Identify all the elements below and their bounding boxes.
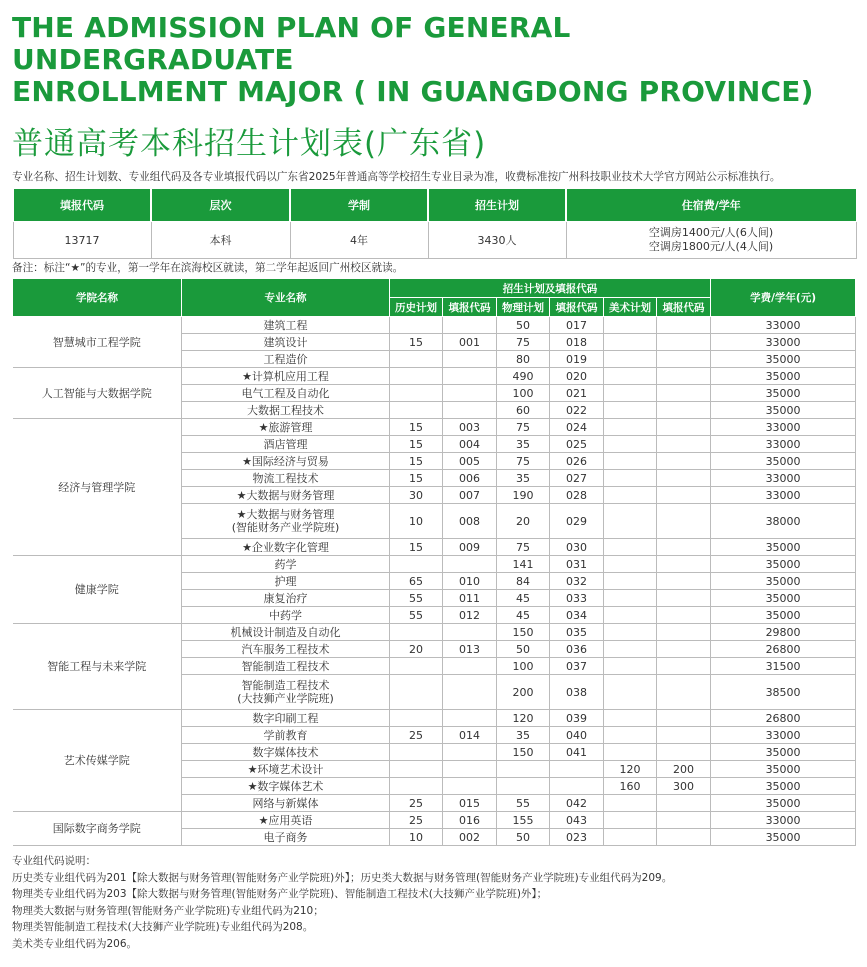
physics-code: 018 bbox=[550, 334, 604, 351]
physics-code: 020 bbox=[550, 368, 604, 385]
major-table-body bbox=[13, 317, 856, 846]
art-plan bbox=[604, 658, 657, 675]
physics-code: 032 bbox=[550, 573, 604, 590]
major-name: 建筑工程 bbox=[182, 317, 390, 334]
art-code bbox=[657, 351, 711, 368]
summary-header-cell: 学制 bbox=[290, 189, 428, 222]
history-plan bbox=[390, 368, 443, 385]
history-plan bbox=[390, 351, 443, 368]
history-plan: 55 bbox=[390, 607, 443, 624]
major-name: 数字媒体技术 bbox=[182, 744, 390, 761]
history-plan: 30 bbox=[390, 487, 443, 504]
physics-plan bbox=[497, 761, 550, 778]
tuition-fee: 35000 bbox=[711, 453, 856, 470]
physics-plan: 150 bbox=[497, 624, 550, 641]
summary-header-cell: 填报代码 bbox=[13, 189, 151, 222]
history-plan bbox=[390, 778, 443, 795]
group-code-line: 专业组代码说明： bbox=[12, 855, 96, 867]
physics-code: 038 bbox=[550, 675, 604, 710]
physics-plan: 35 bbox=[497, 727, 550, 744]
art-code bbox=[657, 556, 711, 573]
physics-code: 022 bbox=[550, 402, 604, 419]
total-plan: 3430人 bbox=[428, 222, 566, 259]
history-plan bbox=[390, 710, 443, 727]
history-code: 011 bbox=[443, 590, 497, 607]
art-code bbox=[657, 419, 711, 436]
college-name: 人工智能与大数据学院 bbox=[13, 368, 182, 419]
group-code-line: 物理类智能制造工程技术(大技狮产业学院班)专业组代码为208。 bbox=[12, 921, 314, 933]
art-code bbox=[657, 624, 711, 641]
college-name: 国际数字商务学院 bbox=[13, 812, 182, 846]
history-plan: 20 bbox=[390, 641, 443, 658]
summary-table bbox=[12, 188, 857, 259]
tuition-fee: 35000 bbox=[711, 590, 856, 607]
table-row bbox=[13, 812, 856, 829]
major-name: 数字印刷工程 bbox=[182, 710, 390, 727]
tuition-fee: 31500 bbox=[711, 658, 856, 675]
tuition-fee: 35000 bbox=[711, 778, 856, 795]
art-code: 300 bbox=[657, 778, 711, 795]
art-plan bbox=[604, 317, 657, 334]
major-name: ★企业数字化管理 bbox=[182, 539, 390, 556]
art-code: 200 bbox=[657, 761, 711, 778]
header-physics-plan: 物理计划 bbox=[497, 298, 550, 317]
art-code bbox=[657, 504, 711, 539]
tuition-fee: 35000 bbox=[711, 573, 856, 590]
tuition-fee: 35000 bbox=[711, 744, 856, 761]
physics-plan bbox=[497, 778, 550, 795]
tuition-fee: 29800 bbox=[711, 624, 856, 641]
art-code bbox=[657, 453, 711, 470]
physics-code: 040 bbox=[550, 727, 604, 744]
tuition-fee: 33000 bbox=[711, 334, 856, 351]
header-art-code: 填报代码 bbox=[657, 298, 711, 317]
major-name: 建筑设计 bbox=[182, 334, 390, 351]
english-title-line-2: ENROLLMENT MAJOR ( IN GUANGDONG PROVINCE) bbox=[12, 75, 814, 108]
history-code bbox=[443, 624, 497, 641]
header-college: 学院名称 bbox=[13, 279, 182, 317]
history-code: 010 bbox=[443, 573, 497, 590]
tuition-fee: 35000 bbox=[711, 368, 856, 385]
history-code: 014 bbox=[443, 727, 497, 744]
art-plan bbox=[604, 727, 657, 744]
art-code bbox=[657, 675, 711, 710]
history-plan: 25 bbox=[390, 812, 443, 829]
history-code: 004 bbox=[443, 436, 497, 453]
history-code: 009 bbox=[443, 539, 497, 556]
art-plan bbox=[604, 334, 657, 351]
header-art-plan: 美术计划 bbox=[604, 298, 657, 317]
art-plan bbox=[604, 470, 657, 487]
art-code bbox=[657, 317, 711, 334]
history-code bbox=[443, 744, 497, 761]
table-row bbox=[13, 368, 856, 385]
art-code bbox=[657, 487, 711, 504]
header-plan-group: 招生计划及填报代码 bbox=[390, 279, 711, 298]
physics-plan: 200 bbox=[497, 675, 550, 710]
history-code bbox=[443, 402, 497, 419]
history-plan bbox=[390, 385, 443, 402]
fee-line: 空调房1800元/人(4人间) bbox=[648, 240, 774, 253]
history-plan bbox=[390, 675, 443, 710]
major-header-row bbox=[13, 279, 856, 298]
major-name: 中药学 bbox=[182, 607, 390, 624]
history-plan bbox=[390, 402, 443, 419]
table-row bbox=[13, 419, 856, 436]
major-name-line: ★大数据与财务管理 bbox=[236, 508, 335, 521]
major-name: ★应用英语 bbox=[182, 812, 390, 829]
study-duration: 4年 bbox=[290, 222, 428, 259]
art-code bbox=[657, 829, 711, 846]
art-code bbox=[657, 334, 711, 351]
major-name: 工程造价 bbox=[182, 351, 390, 368]
physics-plan: 120 bbox=[497, 710, 550, 727]
physics-code: 029 bbox=[550, 504, 604, 539]
group-code-line: 历史类专业组代码为201【除大数据与财务管理(智能财务产业学院班)外】；历史类大数据与财务管理(智能财务产业学院班)专业组代码为209。 bbox=[12, 871, 673, 884]
history-plan: 65 bbox=[390, 573, 443, 590]
college-name: 智慧城市工程学院 bbox=[13, 317, 182, 368]
tuition-fee: 35000 bbox=[711, 795, 856, 812]
physics-code bbox=[550, 761, 604, 778]
english-title-line-1: THE ADMISSION PLAN OF GENERAL UNDERGRADUATE bbox=[12, 11, 571, 76]
history-plan: 10 bbox=[390, 504, 443, 539]
art-code bbox=[657, 658, 711, 675]
college-name: 健康学院 bbox=[13, 556, 182, 624]
art-code bbox=[657, 470, 711, 487]
art-plan bbox=[604, 504, 657, 539]
major-plan-table bbox=[12, 278, 856, 846]
tuition-fee: 35000 bbox=[711, 829, 856, 846]
major-name bbox=[182, 504, 390, 539]
physics-code: 024 bbox=[550, 419, 604, 436]
art-plan bbox=[604, 744, 657, 761]
physics-code: 023 bbox=[550, 829, 604, 846]
major-name: 护理 bbox=[182, 573, 390, 590]
art-code bbox=[657, 607, 711, 624]
art-plan bbox=[604, 710, 657, 727]
physics-plan: 35 bbox=[497, 436, 550, 453]
physics-code: 031 bbox=[550, 556, 604, 573]
summary-row bbox=[13, 222, 856, 259]
history-plan: 25 bbox=[390, 727, 443, 744]
tuition-fee: 35000 bbox=[711, 402, 856, 419]
history-code bbox=[443, 556, 497, 573]
header-history-plan: 历史计划 bbox=[390, 298, 443, 317]
table-row bbox=[13, 317, 856, 334]
art-code bbox=[657, 539, 711, 556]
major-name: 网络与新媒体 bbox=[182, 795, 390, 812]
physics-code: 019 bbox=[550, 351, 604, 368]
major-name: 药学 bbox=[182, 556, 390, 573]
history-code: 001 bbox=[443, 334, 497, 351]
history-plan bbox=[390, 556, 443, 573]
history-code: 003 bbox=[443, 419, 497, 436]
art-plan: 120 bbox=[604, 761, 657, 778]
physics-code: 028 bbox=[550, 487, 604, 504]
physics-plan: 60 bbox=[497, 402, 550, 419]
tuition-fee: 33000 bbox=[711, 317, 856, 334]
history-plan: 10 bbox=[390, 829, 443, 846]
group-code-notes bbox=[12, 853, 855, 952]
art-code bbox=[657, 402, 711, 419]
summary-header-row bbox=[13, 189, 856, 222]
tuition-fee: 33000 bbox=[711, 436, 856, 453]
history-code bbox=[443, 385, 497, 402]
physics-plan: 84 bbox=[497, 573, 550, 590]
art-plan bbox=[604, 641, 657, 658]
history-plan: 25 bbox=[390, 795, 443, 812]
major-name-line: 智能制造工程技术 bbox=[241, 679, 330, 692]
physics-plan: 20 bbox=[497, 504, 550, 539]
physics-plan: 50 bbox=[497, 829, 550, 846]
physics-plan: 80 bbox=[497, 351, 550, 368]
history-code bbox=[443, 658, 497, 675]
art-plan bbox=[604, 351, 657, 368]
table-row bbox=[13, 556, 856, 573]
fee-line: 空调房1400元/人(6人间) bbox=[648, 226, 774, 239]
art-code bbox=[657, 436, 711, 453]
history-code: 016 bbox=[443, 812, 497, 829]
major-name: 学前教育 bbox=[182, 727, 390, 744]
major-name: 机械设计制造及自动化 bbox=[182, 624, 390, 641]
history-code bbox=[443, 710, 497, 727]
physics-code: 041 bbox=[550, 744, 604, 761]
header-tuition: 学费/学年(元) bbox=[711, 279, 856, 317]
major-name-line: (智能财务产业学院班) bbox=[231, 521, 340, 534]
college-name: 艺术传媒学院 bbox=[13, 710, 182, 812]
physics-plan: 75 bbox=[497, 334, 550, 351]
physics-code: 039 bbox=[550, 710, 604, 727]
art-plan bbox=[604, 487, 657, 504]
physics-plan: 155 bbox=[497, 812, 550, 829]
major-name: 智能制造工程技术 bbox=[182, 658, 390, 675]
physics-plan: 55 bbox=[497, 795, 550, 812]
art-plan bbox=[604, 795, 657, 812]
history-plan bbox=[390, 317, 443, 334]
history-plan: 15 bbox=[390, 453, 443, 470]
history-plan: 15 bbox=[390, 419, 443, 436]
group-code-line: 美术类专业组代码为206。 bbox=[12, 937, 138, 950]
physics-plan: 45 bbox=[497, 590, 550, 607]
art-plan bbox=[604, 368, 657, 385]
history-code: 005 bbox=[443, 453, 497, 470]
history-code: 007 bbox=[443, 487, 497, 504]
physics-code: 027 bbox=[550, 470, 604, 487]
history-code: 015 bbox=[443, 795, 497, 812]
history-plan bbox=[390, 658, 443, 675]
major-name: 大数据工程技术 bbox=[182, 402, 390, 419]
major-name: ★环境艺术设计 bbox=[182, 761, 390, 778]
physics-code: 033 bbox=[550, 590, 604, 607]
physics-plan: 45 bbox=[497, 607, 550, 624]
art-code bbox=[657, 573, 711, 590]
summary-header-cell: 层次 bbox=[151, 189, 290, 222]
history-code: 008 bbox=[443, 504, 497, 539]
art-code bbox=[657, 727, 711, 744]
history-code: 012 bbox=[443, 607, 497, 624]
physics-plan: 490 bbox=[497, 368, 550, 385]
header-history-code: 填报代码 bbox=[443, 298, 497, 317]
art-plan bbox=[604, 419, 657, 436]
chinese-title: 普通高考本科招生计划表(广东省) bbox=[12, 126, 487, 162]
major-name: ★计算机应用工程 bbox=[182, 368, 390, 385]
history-plan: 15 bbox=[390, 436, 443, 453]
header-physics-code: 填报代码 bbox=[550, 298, 604, 317]
major-name: 康复治疗 bbox=[182, 590, 390, 607]
tuition-fee: 35000 bbox=[711, 539, 856, 556]
physics-plan: 190 bbox=[497, 487, 550, 504]
physics-plan: 50 bbox=[497, 641, 550, 658]
art-plan bbox=[604, 436, 657, 453]
art-code bbox=[657, 385, 711, 402]
history-plan bbox=[390, 761, 443, 778]
history-code: 013 bbox=[443, 641, 497, 658]
art-plan bbox=[604, 624, 657, 641]
history-plan bbox=[390, 624, 443, 641]
tuition-fee: 35000 bbox=[711, 351, 856, 368]
art-code bbox=[657, 710, 711, 727]
art-code bbox=[657, 795, 711, 812]
history-code: 002 bbox=[443, 829, 497, 846]
major-name: 电气工程及自动化 bbox=[182, 385, 390, 402]
art-code bbox=[657, 812, 711, 829]
major-name: ★大数据与财务管理 bbox=[182, 487, 390, 504]
group-code-line: 物理类专业组代码为203【除大数据与财务管理(智能财务产业学院班)、智能制造工程技术(大技狮产业学院班)外】； bbox=[12, 888, 548, 900]
physics-plan: 150 bbox=[497, 744, 550, 761]
history-plan: 15 bbox=[390, 539, 443, 556]
remark-note: 备注：标注“★”的专业，第一学年在滨海校区就读，第二学年起返回广州校区就读。 bbox=[12, 262, 404, 274]
art-code bbox=[657, 590, 711, 607]
art-plan bbox=[604, 385, 657, 402]
physics-plan: 35 bbox=[497, 470, 550, 487]
history-plan: 15 bbox=[390, 470, 443, 487]
physics-code: 021 bbox=[550, 385, 604, 402]
history-code bbox=[443, 778, 497, 795]
tuition-fee: 33000 bbox=[711, 470, 856, 487]
physics-code: 034 bbox=[550, 607, 604, 624]
art-plan bbox=[604, 402, 657, 419]
history-code bbox=[443, 761, 497, 778]
table-row bbox=[13, 624, 856, 641]
physics-code: 036 bbox=[550, 641, 604, 658]
art-plan bbox=[604, 539, 657, 556]
accommodation-fee bbox=[566, 222, 856, 259]
table-row bbox=[13, 710, 856, 727]
history-code bbox=[443, 675, 497, 710]
summary-header-cell: 招生计划 bbox=[428, 189, 566, 222]
physics-plan: 100 bbox=[497, 385, 550, 402]
physics-code: 025 bbox=[550, 436, 604, 453]
college-name: 智能工程与未来学院 bbox=[13, 624, 182, 710]
physics-code: 035 bbox=[550, 624, 604, 641]
art-code bbox=[657, 744, 711, 761]
tuition-fee: 35000 bbox=[711, 607, 856, 624]
physics-code bbox=[550, 778, 604, 795]
physics-code: 037 bbox=[550, 658, 604, 675]
physics-plan: 50 bbox=[497, 317, 550, 334]
art-code bbox=[657, 641, 711, 658]
tuition-fee: 35000 bbox=[711, 385, 856, 402]
tuition-fee: 35000 bbox=[711, 761, 856, 778]
tuition-fee: 26800 bbox=[711, 641, 856, 658]
major-name: ★国际经济与贸易 bbox=[182, 453, 390, 470]
history-code: 006 bbox=[443, 470, 497, 487]
art-plan: 160 bbox=[604, 778, 657, 795]
english-title bbox=[12, 12, 855, 108]
summary-header-cell: 住宿费/学年 bbox=[566, 189, 856, 222]
art-plan bbox=[604, 573, 657, 590]
major-name: 物流工程技术 bbox=[182, 470, 390, 487]
physics-code: 030 bbox=[550, 539, 604, 556]
major-name: ★数字媒体艺术 bbox=[182, 778, 390, 795]
tuition-fee: 26800 bbox=[711, 710, 856, 727]
school-code: 13717 bbox=[13, 222, 151, 259]
art-plan bbox=[604, 675, 657, 710]
physics-plan: 75 bbox=[497, 453, 550, 470]
history-plan: 55 bbox=[390, 590, 443, 607]
physics-code: 026 bbox=[550, 453, 604, 470]
tuition-fee: 38500 bbox=[711, 675, 856, 710]
tuition-fee: 33000 bbox=[711, 727, 856, 744]
history-code bbox=[443, 351, 497, 368]
header-major: 专业名称 bbox=[182, 279, 390, 317]
art-plan bbox=[604, 590, 657, 607]
major-name: 电子商务 bbox=[182, 829, 390, 846]
art-plan bbox=[604, 812, 657, 829]
physics-plan: 100 bbox=[497, 658, 550, 675]
history-plan: 15 bbox=[390, 334, 443, 351]
tuition-fee: 38000 bbox=[711, 504, 856, 539]
history-code bbox=[443, 368, 497, 385]
physics-code: 042 bbox=[550, 795, 604, 812]
major-name: 酒店管理 bbox=[182, 436, 390, 453]
physics-plan: 75 bbox=[497, 419, 550, 436]
art-plan bbox=[604, 453, 657, 470]
tuition-fee: 33000 bbox=[711, 812, 856, 829]
art-plan bbox=[604, 607, 657, 624]
history-code bbox=[443, 317, 497, 334]
tuition-fee: 33000 bbox=[711, 419, 856, 436]
group-code-line: 物理类大数据与财务管理(智能财务产业学院班)专业组代码为210； bbox=[12, 904, 324, 917]
art-plan bbox=[604, 829, 657, 846]
physics-plan: 75 bbox=[497, 539, 550, 556]
physics-code: 017 bbox=[550, 317, 604, 334]
physics-code: 043 bbox=[550, 812, 604, 829]
intro-text: 专业名称、招生计划数、专业组代码及各专业填报代码以广东省2025年普通高等学校招生专业目录为准，收费标准按广州科技职业技术大学官方网站公示标准执行。 bbox=[12, 171, 781, 183]
tuition-fee: 33000 bbox=[711, 487, 856, 504]
college-name: 经济与管理学院 bbox=[13, 419, 182, 556]
art-code bbox=[657, 368, 711, 385]
education-level: 本科 bbox=[151, 222, 290, 259]
history-plan bbox=[390, 744, 443, 761]
major-name-line: (大技狮产业学院班) bbox=[237, 692, 334, 705]
major-name: ★旅游管理 bbox=[182, 419, 390, 436]
major-name: 汽车服务工程技术 bbox=[182, 641, 390, 658]
physics-plan: 141 bbox=[497, 556, 550, 573]
tuition-fee: 35000 bbox=[711, 556, 856, 573]
major-name bbox=[182, 675, 390, 710]
art-plan bbox=[604, 556, 657, 573]
